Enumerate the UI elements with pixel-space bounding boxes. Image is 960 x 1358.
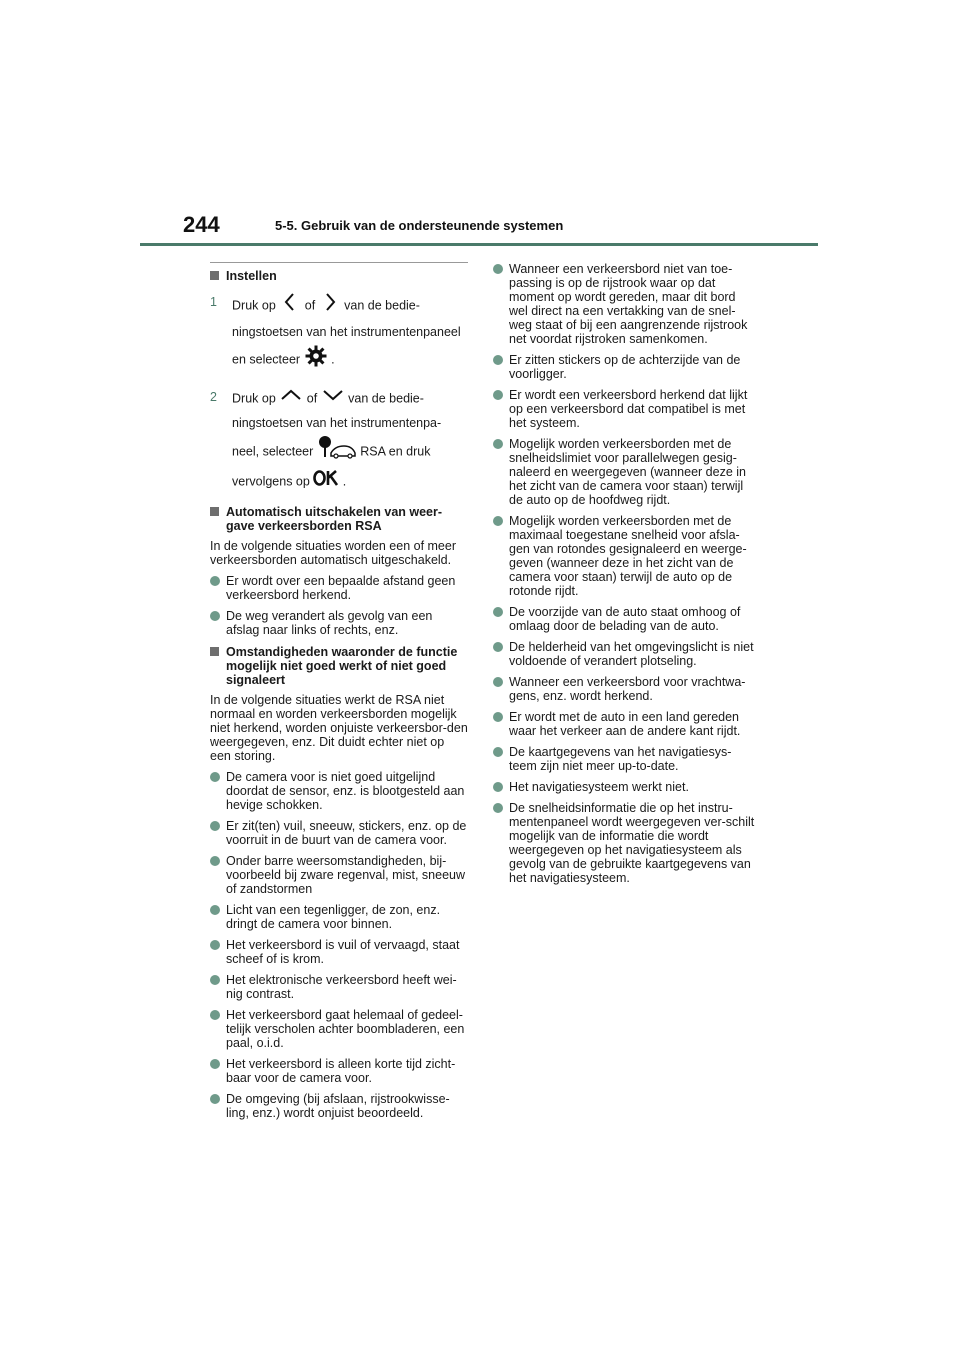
bullet-icon [210, 975, 220, 985]
left-column [210, 262, 468, 1128]
heading-square-icon [210, 647, 219, 656]
list-item: Het verkeersbord gaat helemaal of gedeel-telijk verscholen achter boombladeren, een paal, o.i.d. [210, 1008, 468, 1050]
bullet-icon [210, 940, 220, 950]
list-item: De camera voor is niet goed uitgelijnd doordat de sensor, enz. is blootgesteld aan hevige schokken. [210, 770, 468, 812]
list-item: De snelheidsinformatie die op het instru-mentenpaneel wordt weergegeven ver-schilt mogelijk van de informatie die wordt weergegeven op het navigatiesysteem als gevolg van de gebruikte kaartgegevens van het navigatiesysteem. [493, 801, 755, 885]
chevron-down-icon [321, 386, 345, 412]
bullet-icon [493, 712, 503, 722]
bullet-icon [493, 782, 503, 792]
conditions-intro: In de volgende situaties werkt de RSA niet normaal en worden verkeersborden mogelijk niet herkend, worden onjuiste verkeersbor-den weergegeven, enz. Dit duidt echter niet op een storing. [210, 693, 468, 763]
section-title: 5-5. Gebruik van de ondersteunende systemen [275, 218, 564, 233]
step-1: 1 Druk op of van de bedie-ningstoetsen van het instrumentenpaneel en selecteer . [210, 291, 468, 376]
chevron-up-icon [279, 386, 303, 412]
section-conditions [210, 645, 468, 1120]
list-item: De weg verandert als gevolg van een afslag naar links of rechts, enz. [210, 609, 468, 637]
bullet-icon [210, 905, 220, 915]
list-item: Er zit(ten) vuil, sneeuw, stickers, enz. op de voorruit in de buurt van de camera voor. [210, 819, 468, 847]
section-auto-off [210, 505, 468, 637]
list-item: Het navigatiesysteem werkt niet. [493, 780, 755, 794]
step-number: 2 [210, 390, 217, 404]
page-number: 244 [183, 212, 220, 237]
bullet-icon [493, 355, 503, 365]
page-header [0, 0, 960, 250]
heading-square-icon [210, 271, 219, 280]
ok-icon [313, 469, 339, 495]
step-2: 2 Druk op of van de bedie-ningstoetsen van het instrumentenpa-neel, selecteer RSA en druk vervolgens op . [210, 386, 468, 495]
bullet-icon [210, 1094, 220, 1104]
chevron-left-icon [279, 291, 301, 321]
bullet-icon [493, 516, 503, 526]
list-item: Het elektronische verkeersbord heeft wei-nig contrast. [210, 973, 468, 1001]
heading-square-icon [210, 507, 219, 516]
list-item: Er wordt een verkeersbord herkend dat lijkt op een verkeersbord dat compatibel is met het systeem. [493, 388, 755, 430]
header-rule [140, 243, 818, 246]
heading-conditions: Omstandigheden waaronder de functie mogelijk niet goed werkt of niet goed signaleert [210, 645, 468, 687]
list-item: De voorzijde van de auto staat omhoog of omlaag door de belading van de auto. [493, 605, 755, 633]
list-item: De omgeving (bij afslaan, rijstrookwisse-ling, enz.) wordt onjuist beoordeeld. [210, 1092, 468, 1120]
list-item: Wanneer een verkeersbord niet van toe-passing is op de rijstrook waar op dat moment op wordt gereden, maar dit bord wel direct na een vertakking van de snel-weg staat of bij een aangrenzende rijstrook net voordat rijstroken samenkomen. [493, 262, 755, 346]
list-item: Er wordt over een bepaalde afstand geen verkeersbord herkend. [210, 574, 468, 602]
list-item: Het verkeersbord is vuil of vervaagd, staat scheef of is krom. [210, 938, 468, 966]
bullet-icon [210, 1010, 220, 1020]
bullet-icon [493, 642, 503, 652]
list-item: Mogelijk worden verkeersborden met de snelheidslimiet voor parallelwegen gesig-naleerd en weergegeven (wanneer deze in het zicht van de camera voor staan) terwijl de auto op de hoofdweg rijdt. [493, 437, 755, 507]
bullet-icon [210, 611, 220, 621]
list-item: De kaartgegevens van het navigatiesys-teem zijn niet meer up-to-date. [493, 745, 755, 773]
bullet-icon [493, 747, 503, 757]
list-item: Er wordt met de auto in een land gereden waar het verkeer aan de andere kant rijdt. [493, 710, 755, 738]
gear-icon [304, 344, 328, 376]
section-divider [210, 262, 468, 263]
heading-instellen: Instellen [210, 269, 468, 283]
heading-auto-off: Automatisch uitschakelen van weer-gave verkeersborden RSA [210, 505, 468, 533]
bullet-icon [210, 856, 220, 866]
rsa-icon [317, 435, 357, 469]
right-column [493, 262, 755, 892]
list-item: Onder barre weersomstandigheden, bij-voorbeeld bij zware regenval, mist, sneeuw of zandstormen [210, 854, 468, 896]
list-item: De helderheid van het omgevingslicht is niet voldoende of verandert plotseling. [493, 640, 755, 668]
step-number: 1 [210, 295, 217, 309]
bullet-icon [493, 803, 503, 813]
bullet-icon [493, 264, 503, 274]
list-item: Het verkeersbord is alleen korte tijd zicht-baar voor de camera voor. [210, 1057, 468, 1085]
list-item: Er zitten stickers op de achterzijde van de voorligger. [493, 353, 755, 381]
bullet-icon [493, 390, 503, 400]
list-item: Licht van een tegenligger, de zon, enz. dringt de camera voor binnen. [210, 903, 468, 931]
auto-off-intro: In de volgende situaties worden een of meer verkeersborden automatisch uitgeschakeld. [210, 539, 456, 567]
bullet-icon [493, 677, 503, 687]
bullet-icon [493, 439, 503, 449]
list-item: Mogelijk worden verkeersborden met de maximaal toegestane snelheid voor afsla-gen van rotondes gesignaleerd en weerge-geven (wanneer deze in het zicht van de camera voor staan) terwijl de auto op de rotonde rijdt. [493, 514, 755, 598]
bullet-icon [493, 607, 503, 617]
bullet-icon [210, 576, 220, 586]
bullet-icon [210, 772, 220, 782]
bullet-icon [210, 1059, 220, 1069]
bullet-icon [210, 821, 220, 831]
list-item: Wanneer een verkeersbord voor vrachtwa-gens, enz. wordt herkend. [493, 675, 755, 703]
chevron-right-icon [319, 291, 341, 321]
